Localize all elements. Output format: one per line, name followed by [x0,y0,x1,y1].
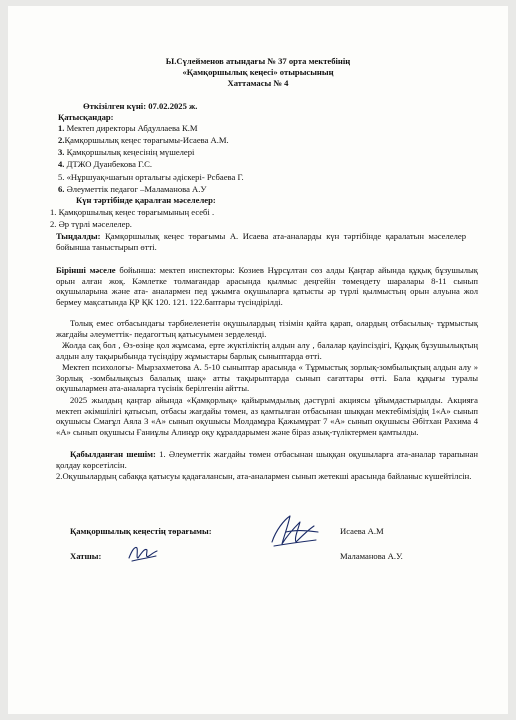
secretary-signature [126,542,160,569]
first-issue-paragraph: Бірінші мәселе бойынша: мектеп инспекторы: Козиев Нұрсұлтан сөз алды Қаңтар айында құқық бұзушылық орын алған жоқ. Кәмлетке толмағандар арасында қылмыс деңгейін төмендету шаралары 8-11 сынып оқушыларына және ата- аналармен пед ұжымға оқушыларға қатысты әр түрлі қылмыстың орын алуына жол бермеу мақсатында ҚР ҚК 120. 121. 122.баптары түсіндірілді. [56,265,478,307]
listened-paragraph: Тыңдалды: Қамқоршылық кеңес төрағымы А. Исаева ата-аналарды күн тәртібінде қаралатын мәселелер бойынша таныстырып өтті. [56,231,466,252]
paragraph-safety: Жолда сақ бол , Өз-өзіңе қол жұмсама, ерте жүктіліктің алдын алу , балалар қауіпсіздігі, Құқық бұзушылықтың алдын алу тақырыбында түсіндіру жұмыстары барлық сыныптарда өтті. [56,340,478,361]
agenda-title: Күн тәртібінде қаралған мәселелер: [76,195,216,205]
decision-2: 2.Оқушылардың сабаққа қатысуы қадағалансын, ата-аналармен сынып жетекші арасында байланыс күшейтілсін. [56,471,472,481]
secretary-name: Маламанова А.У. [340,551,403,561]
agenda-item: 2. Әр түрлі мәселелер. [50,219,132,229]
secretary-label: Хатшы: [70,551,102,561]
attendee-item: 4. ДТЖО Дуанбекова Г.С. [58,159,153,169]
chair-signature [266,512,324,555]
header-protocol-number: Хаттамасы № 4 [227,78,289,88]
attendee-item: 5. «Нұршуақ»шағын орталығы әдіскері- Рсбаева Г. [58,172,244,182]
paragraph-psychologist: Мектеп психологы- Мырзахметова А. 5-10 сыныптар арасында « Тұрмыстық зорлық-зомбылықтың алдын алу » Зорлық -зомбылықсыз балалық шақ» атты тақырыптарда сынып сағаттары өтті. Бала құқығы туралы оқушылармен ата-аналарға түсінік берілгенін айтты. [56,362,478,394]
attendee-item: 1. Мектеп директоры Абдуллаева К.М [58,123,198,133]
chair-name: Исаева А.М [340,526,384,536]
agenda-item: 1. Қамқоршылық кеңес төрағымының есебі . [50,207,215,217]
chair-label: Қамқоршылық кеңестің төрағымы: [70,526,212,536]
document-page [8,6,508,714]
decisions-paragraph: Қабылданған шешім: 1. Әлеуметтік жағдайы төмен отбасынан шыққан оқушыларға ата-аналар тарапынан қолдау көрсетілсін. [56,449,479,470]
attendee-item: 2.Қамқоршылық кеңес төрағымы-Исаева А.М. [58,135,229,145]
header-school: Ы.Сүлейменов атындағы № 37 орта мектебінің [165,56,351,66]
attendees-title: Қатысқандар: [58,112,114,122]
paragraph-single-parent: Толық емес отбасындағы тәрбиеленетін оқушылардың тізімін қайта қарап, олардың отбасылық- тұрмыстық жағдайы әлеуметтік- педагогтың қатысуымен зерделенді. [56,318,478,339]
paragraph-charity: 2025 жылдың қаңтар айында «Қамқорлық» қайырымдылық дәстүрлі акциясы ұйымдастырылды. Акцияға мектеп әкімшілігі қатысып, отбасы жағдайы төмен, аз қамтылған отбасынан шыққан мектебімізідің 1«А» сынып оқушысы Смағұл Аяла 3 «А» сынып оқушысы Молдамұра Қажымұрат 7 «А» сынып оқушысы Әбітхан Рахима 4 «А» сынып оқушысы Ғаниұлы Алинұр оқу құралдарымен және біраз азық-түліктермен қамтылды. [56,395,478,437]
header-council: «Қамқоршылық кеңесі» отырысының [182,67,334,77]
meeting-date: Өткізілген күні: 07.02.2025 ж. [83,101,198,111]
attendee-item: 3. Қамқоршылық кеңесінің мүшелері [58,147,195,157]
attendee-item: 6. Әлеуметтік педагог –Маламанова А.У [58,184,207,194]
